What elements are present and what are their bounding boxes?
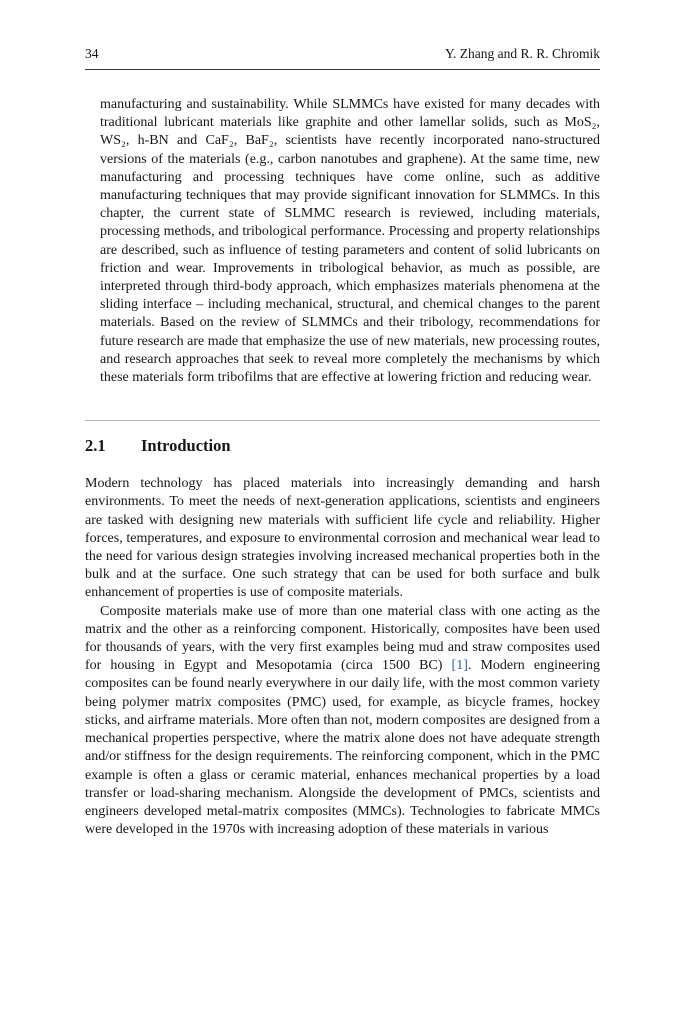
paragraph-text-after-citation: . Modern engineering composites can be found nearly everywhere in our daily life, with the most common variety being polymer matrix composites (PMC) used, for example, as bicycle frames, hockey sticks, and airframe materials. More often than not, modern composites are designed from a mechanical properties perspective, where the matrix alone does not have adequate strength and/or stiffness for the design requirements. The reinforcing component, which in the PMC example is often a glass or ceramic material, enhances mechanical properties by a load transfer or load-sharing mechanism. Alongside the development of PMCs, scientists and engineers developed metal-matrix composites (MMCs). Technologies to fabricate MMCs were developed in the 1970s with increasing adoption of these materials in various (85, 658, 600, 838)
section-title: Introduction (141, 436, 231, 456)
section-heading (85, 436, 600, 456)
paragraph-text-before-citation: Composite materials make use of more than one material class with one acting as the matrix and the other as a reinforcing component. Historically, composites have been used for thousands of years, with the very first examples being mud and straw composites used for housing in Egypt and Mesopotamia (circa 1500 BC) (85, 603, 600, 674)
page-header (85, 46, 600, 62)
citation-link-1[interactable]: [1] (451, 658, 468, 674)
page-number: 34 (85, 46, 99, 61)
section-separator-rule (85, 420, 600, 421)
running-head-authors: Y. Zhang and R. R. Chromik (445, 46, 600, 61)
abstract-continuation-paragraph: manufacturing and sustainability. While SLMMCs have existed for many decades with traditional lubricant materials like graphite and other lamellar solids, such as MoS₂, WS₂, h-BN and CaF₂, BaF₂, scientists have recently incorporated nano-structured versions of the materials (e.g., carbon nanotubes and graphene). At the same time, new manufacturing and processing techniques have come online, such as additive manufacturing techniques that may provide significant innovation for SLMMCs. In this chapter, the current state of SLMMC research is reviewed, including materials, processing methods, and tribological performance. Processing and property relationships are described, such as influence of testing parameters and content of solid lubricants on friction and wear. Improvements in tribological behavior, as much as possible, are interpreted through third-body approach, which emphasizes materials phenomena at the sliding interface – including mechanical, structural, and chemical changes to the parent materials. Based on the review of SLMMCs and their tribology, recommendations for future research are made that emphasize the use of new materials, new processing routes, and research approaches that seek to reveal more completely the mechanisms by which these materials form tribofilms that are effective at lowering friction and reducing wear. (100, 97, 600, 386)
header-rule (85, 69, 600, 70)
paragraph-modern-technology: Modern technology has placed materials into increasingly demanding and harsh environments. To meet the needs of next-generation applications, scientists and engineers are tasked with designing new materials with sufficient life cycle and reliability. Higher forces, temperatures, and exposure to environmental corrosion and mechanical wear lead to the need for various design strategies involving increased mechanical properties both in the bulk and at the surface. One such strategy that can be used for both surface and bulk enhancement of properties is use of composite materials. (85, 476, 600, 601)
paragraph-composite-materials (85, 603, 600, 840)
section-number: 2.1 (85, 436, 106, 456)
